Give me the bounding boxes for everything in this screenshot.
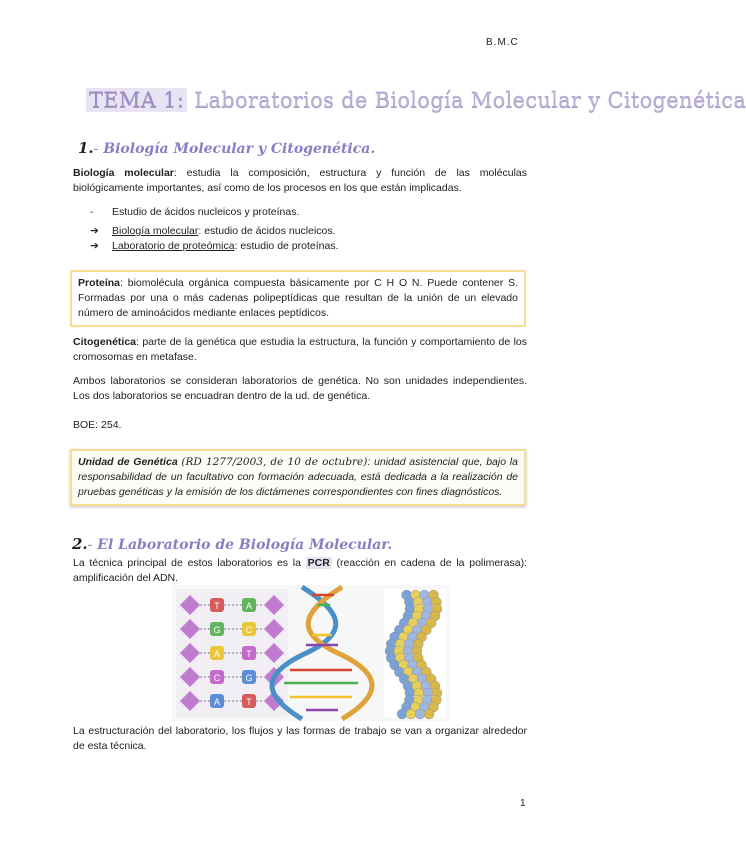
pcr-term: PCR: [307, 557, 330, 569]
title-prefix: TEMA 1:: [86, 88, 187, 112]
base-label: A: [245, 601, 253, 611]
section-2-heading: [72, 534, 392, 556]
definition-term: Citogenética: [73, 336, 137, 348]
box-term: Proteína: [78, 277, 121, 289]
definition-citogenetica: [73, 335, 527, 365]
space-filling-model: [384, 589, 446, 719]
base-label: A: [213, 649, 221, 659]
pcr-paragraph: [73, 556, 527, 586]
closing-paragraph: La estructuración del laboratorio, los flujos y las formas de trabajo se van a organizar alrededor de esta técnica.: [73, 725, 527, 752]
list-item: [90, 224, 520, 239]
base-pair-diagram: [176, 589, 288, 717]
box-term: Unidad de Genética: [78, 456, 178, 468]
document-title: [86, 86, 746, 116]
bullet-list: [90, 205, 520, 220]
list-item-text: Estudio de ácidos nucleicos y proteínas.: [112, 206, 300, 218]
definition-biologia-molecular: [73, 166, 527, 196]
section-1-number: 1.: [78, 139, 94, 157]
box-reference: (RD 1277/2003, de 10 de octubre): [181, 456, 368, 468]
base-label: G: [245, 673, 253, 683]
boe-reference: BOE: 254.: [73, 419, 122, 431]
definition-term: Biología molecular: [73, 167, 174, 179]
arrow-icon: ➔: [90, 239, 99, 252]
base-label: T: [246, 697, 252, 707]
pcr-text-after: (reacción en cadena de la polimerasa): amplificación del ADN.: [73, 557, 528, 584]
section-2-dash: -: [87, 537, 93, 553]
definition-text: : parte de la genética que estudia la estructura, la función y comportamiento de los cromosomas en metafase.: [73, 336, 527, 363]
section-2-number: 2.: [72, 535, 88, 553]
section-1-title: Biología Molecular y Citogenética.: [103, 141, 376, 157]
section-1-heading: [78, 138, 375, 160]
definition-text: : estudia la composición, estructura y función de las moléculas biológicamente importantes, así como de los procesos en los que están implicadas.: [73, 167, 528, 194]
base-label: T: [246, 649, 252, 659]
author-initials: B.M.C: [486, 37, 519, 48]
box-text: : biomolécula orgánica compuesta básicamente por C H O N. Puede contener S. Formadas por una o más cadenas polipeptídicas que resultan de la unión de un elevado número de aminoácidos mediante enlaces peptídicos.: [78, 277, 518, 319]
arrow-item-term: Biología molecular: [112, 225, 199, 237]
arrow-icon: ➔: [90, 225, 99, 237]
arrow-list: [90, 224, 520, 254]
list-item: [90, 205, 520, 220]
dna-figure: [172, 585, 450, 721]
base-label: T: [214, 601, 220, 611]
base-label: C: [245, 625, 253, 635]
unidad-genetica-box: [70, 449, 526, 506]
arrow-item-text: : estudio de proteínas.: [234, 239, 339, 252]
box-text: : unidad asistencial que, bajo la responsabilidad de un facultativo con formación adecuada, está dedicada a la realización de pruebas genéticas y la emisión de los dictámenes correspondientes con fines diagnósticos.: [78, 456, 518, 498]
paragraph-ambos: Ambos laboratorios se consideran laboratorios de genética. No son unidades independientes. Los dos laboratorios se encuadran dentro de la ud. de genética.: [73, 375, 527, 402]
pcr-text-before: La técnica principal de estos laboratorios es la: [73, 557, 306, 569]
base-label: G: [213, 625, 221, 635]
protein-definition-box: [70, 270, 526, 327]
base-label: A: [213, 697, 221, 707]
arrow-item-text: : estudio de ácidos nucleicos.: [198, 225, 336, 237]
title-main: Laboratorios de Biología Molecular y Citogenética: [194, 88, 746, 112]
section-2-title: El Laboratorio de Biología Molecular.: [97, 537, 393, 553]
section-1-dash: -: [93, 141, 99, 157]
page-number: 1: [520, 798, 526, 809]
dash-marker: -: [90, 206, 94, 218]
base-label: C: [213, 673, 221, 683]
list-item: [90, 239, 520, 254]
arrow-item-term: Laboratorio de proteómica: [112, 239, 235, 252]
